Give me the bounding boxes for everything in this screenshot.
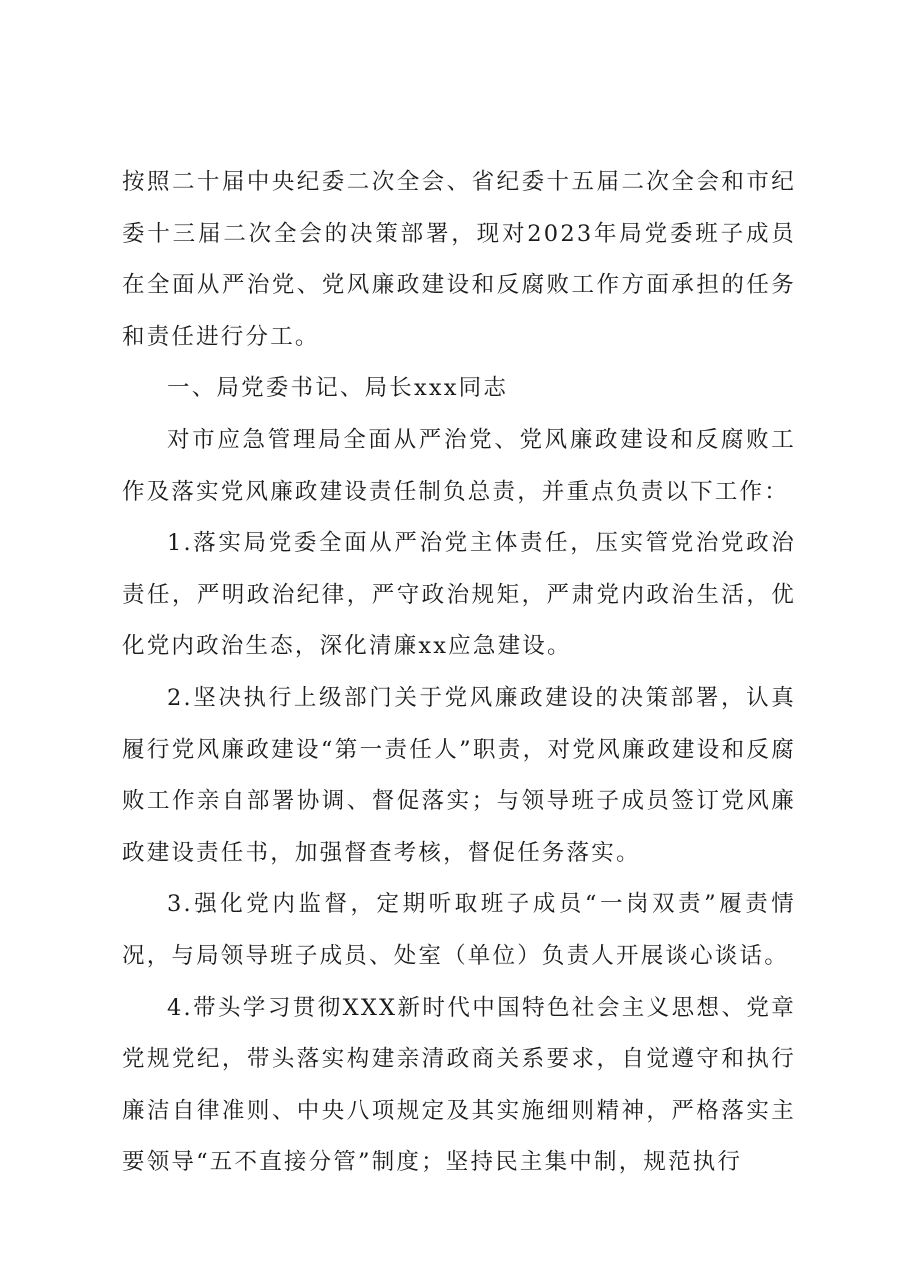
list-item-3: 3.强化党内监督，定期听取班子成员“一岗双责”履责情况，与局领导班子成员、处室（单位）负责人开展谈心谈话。 xyxy=(122,891,796,969)
intro-paragraph: 按照二十届中央纪委二次全会、省纪委十五届二次全会和市纪委十三届二次全会的决策部署，现对2023年局党委班子成员在全面从严治党、党风廉政建设和反腐败工作方面承担的任务和责任进行分工。 xyxy=(122,169,796,350)
list-item-4: 4.带头学习贯彻XXX新时代中国特色社会主义思想、党章党规党纪，带头落实构建亲清政商关系要求，自觉遵守和执行廉洁自律准则、中央八项规定及其实施细则精神，严格落实主要领导“五不直接分管”制度；坚持民主集中制，规范执行 xyxy=(122,994,796,1176)
responsibility-paragraph: 对市应急管理局全面从严治党、党风廉政建设和反腐败工作及落实党风廉政建设责任制负总责，并重点负责以下工作： xyxy=(122,426,796,505)
list-item-2: 2.坚决执行上级部门关于党风廉政建设的决策部署，认真履行党风廉政建设“第一责任人”职责，对党风廉政建设和反腐败工作亲自部署协调、督促落实；与领导班子成员签订党风廉政建设责任书，加强督查考核，督促任务落实。 xyxy=(122,684,796,866)
list-item-1: 1.落实局党委全面从严治党主体责任，压实管党治党政治责任，严明政治纪律，严守政治规矩，严肃党内政治生活，优化党内政治生态，深化清廉xx应急建设。 xyxy=(122,530,796,660)
section-heading: 一、局党委书记、局长xxx同志 xyxy=(167,375,509,402)
document-body xyxy=(122,157,796,1189)
